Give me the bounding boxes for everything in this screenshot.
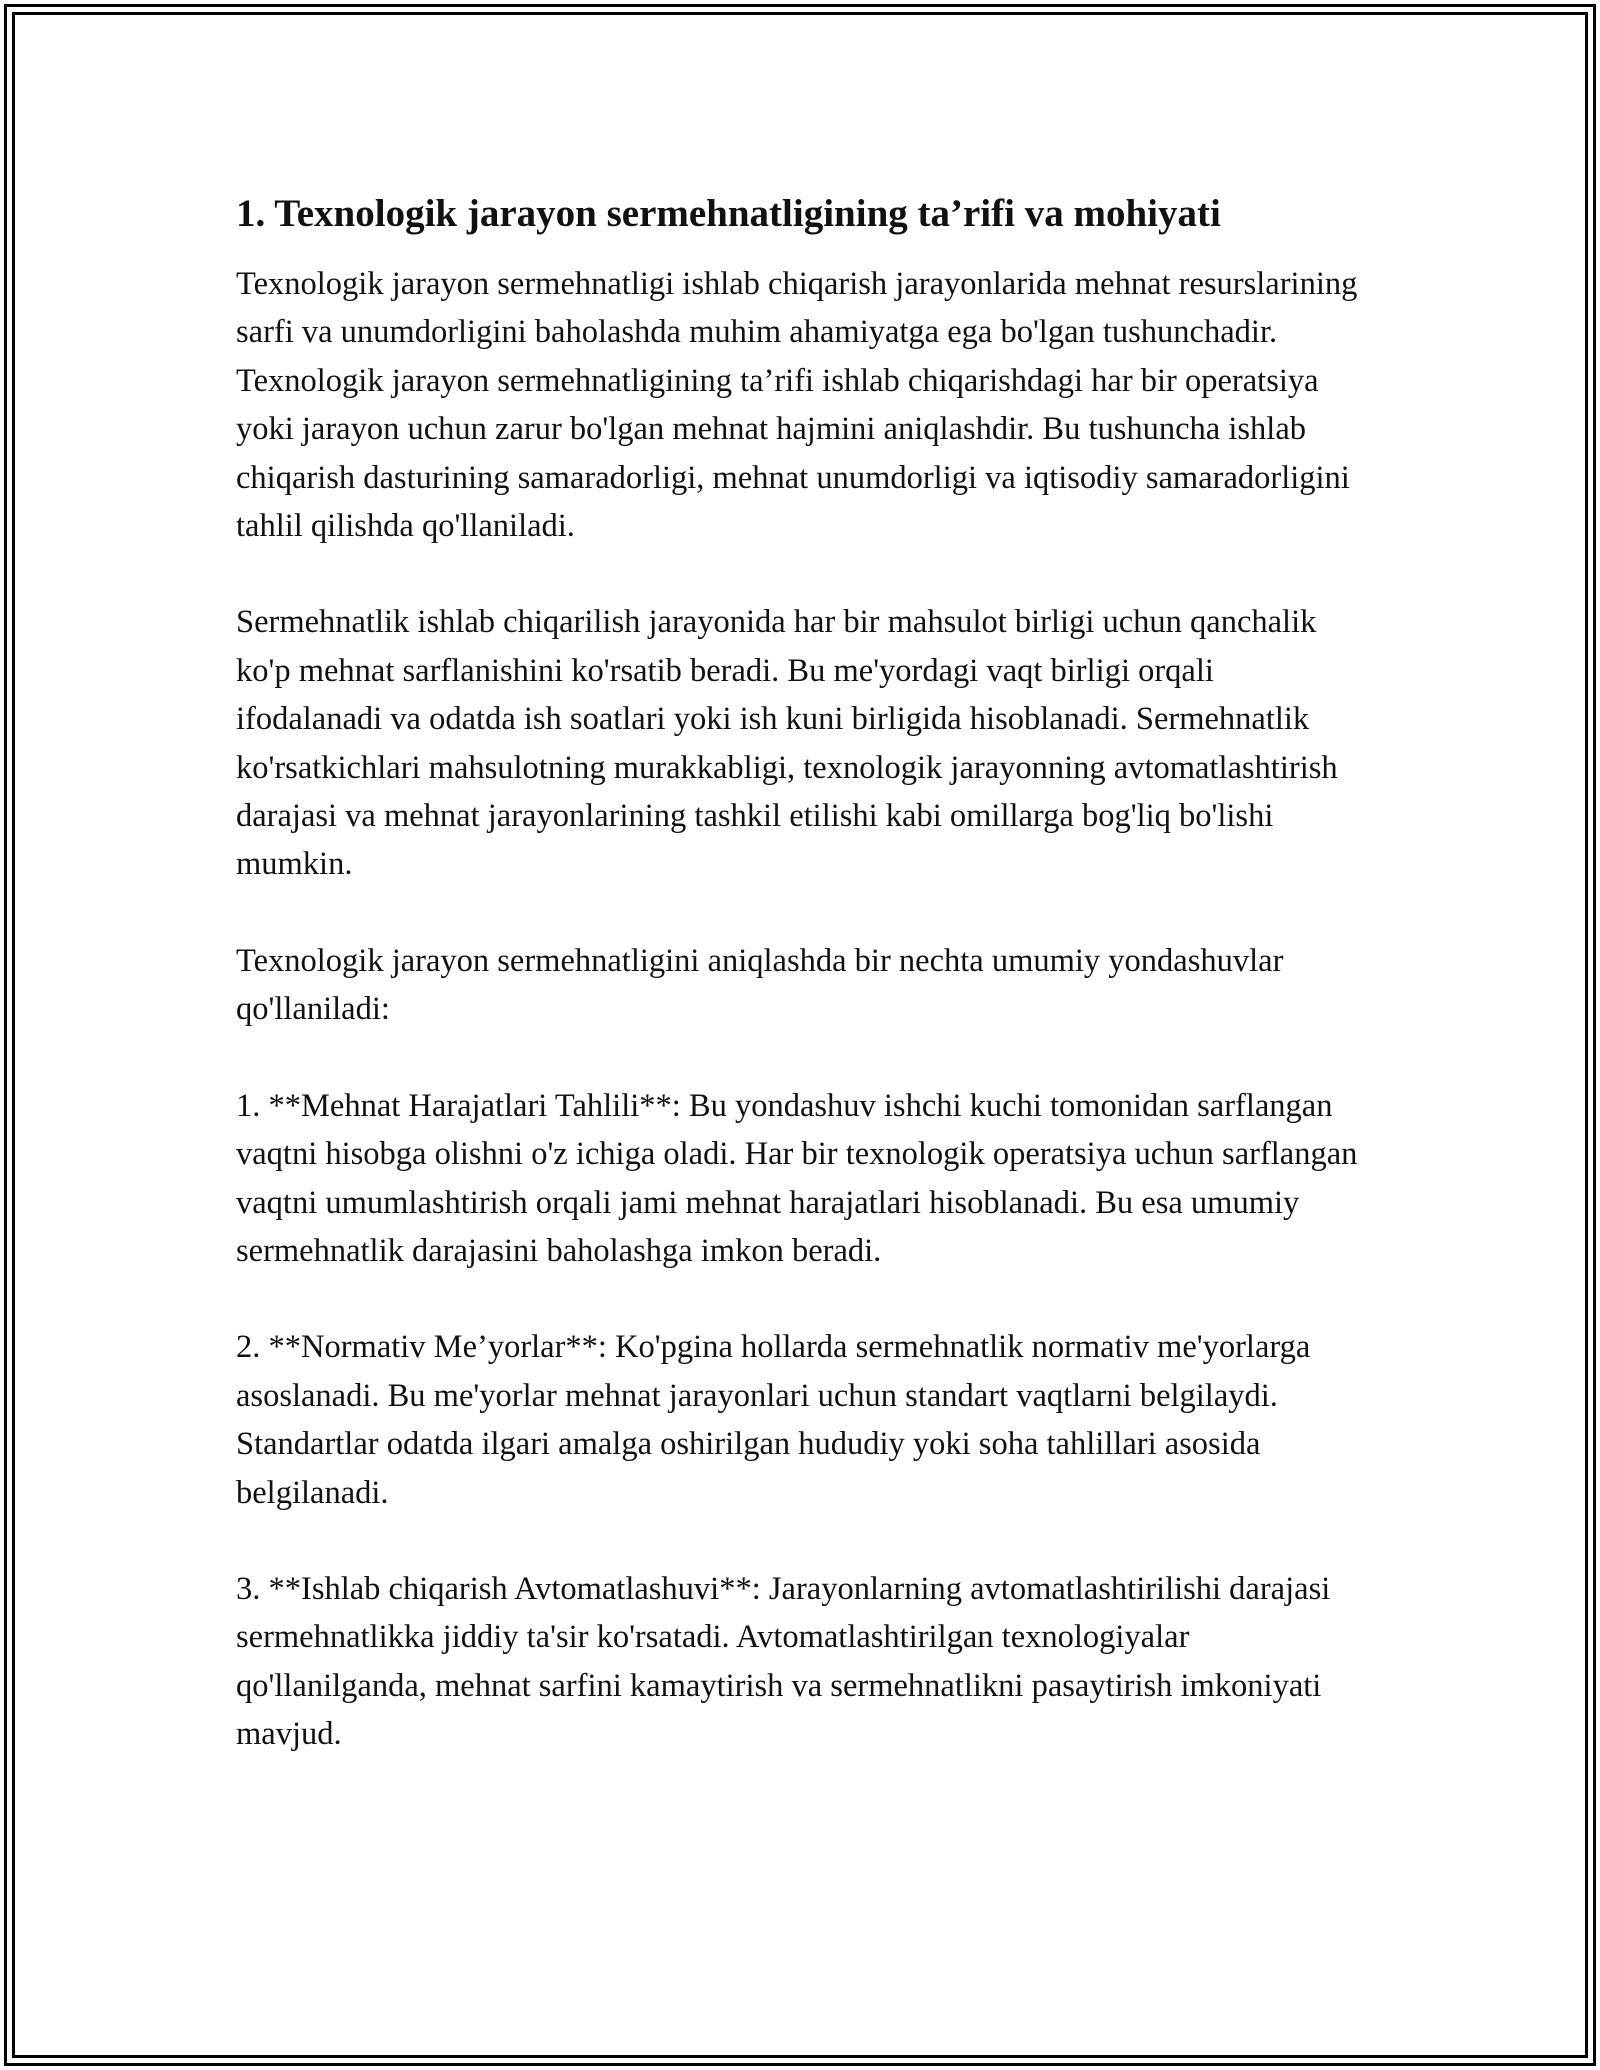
paragraph-labor-intensity: Sermehnatlik ishlab chiqarilish jarayonida har bir mahsulot birligi uchun qanchalik ko'p mehnat sarflanishini ko'rsatib beradi. Bu me'yordagi vaqt birligi orqali ifodalanadi va odatda ish soatlari yoki ish kuni birligida hisoblanadi. Sermehnatlik ko'rsatkichlari mahsulotning murakkabligi, texnologik jarayonning avtomatlashtirish darajasi va mehnat jarayonlarining tashkil etilishi kabi omillarga bog'liq bo'lishi mumkin.: [236, 604, 1338, 883]
document-body: [236, 186, 1366, 1759]
section-heading: 1. Texnologik jarayon sermehnatligining ta’rifi va mohiyati: [236, 192, 1221, 235]
list-item-automation: 3. **Ishlab chiqarish Avtomatlashuvi**: Jarayonlarning avtomatlashtirilishi darajasi sermehnatlikka jiddiy ta'sir ko'rsatadi. Avtomatlashtirilgan texnologiyalar qo'llanilganda, mehnat sarfini kamaytirish va sermehnatlikni pasaytirish imkoniyati mavjud.: [236, 1570, 1331, 1753]
paragraph-approaches-intro: Texnologik jarayon sermehnatligini aniqlashda bir nechta umumiy yondashuvlar qo'llaniladi:: [236, 942, 1284, 1028]
list-item-normative-standards: 2. **Normativ Me’yorlar**: Ko'pgina hollarda sermehnatlik normativ me'yorlarga asoslanadi. Bu me'yorlar mehnat jarayonlari uchun standart vaqtlarni belgilaydi. Standartlar odatda ilgari amalga oshirilgan hududiy yoki soha tahlillari asosida belgilanadi.: [236, 1329, 1311, 1511]
paragraph-definition: Texnologik jarayon sermehnatligi ishlab chiqarish jarayonlarida mehnat resurslarining sarfi va unumdorligini baholashda muhim ahamiyatga ega bo'lgan tushunchadir. Texnologik jarayon sermehnatligining ta’rifi ishlab chiqarishdagi har bir operatsiya yoki jarayon uchun zarur bo'lgan mehnat hajmini aniqlashdir. Bu tushuncha ishlab chiqarish dasturining samaradorligi, mehnat unumdorligi va iqtisodiy samaradorligini tahlil qilishda qo'llaniladi.: [236, 266, 1358, 545]
list-item-labor-costs: 1. **Mehnat Harajatlari Tahlili**: Bu yondashuv ishchi kuchi tomonidan sarflangan vaqtni hisobga olishni o'z ichiga oladi. Har bir texnologik operatsiya uchun sarflangan vaqtni umumlashtirish orqali jami mehnat harajatlari hisoblanadi. Bu esa umumiy sermehnatlik darajasini baholashga imkon beradi.: [236, 1087, 1358, 1269]
